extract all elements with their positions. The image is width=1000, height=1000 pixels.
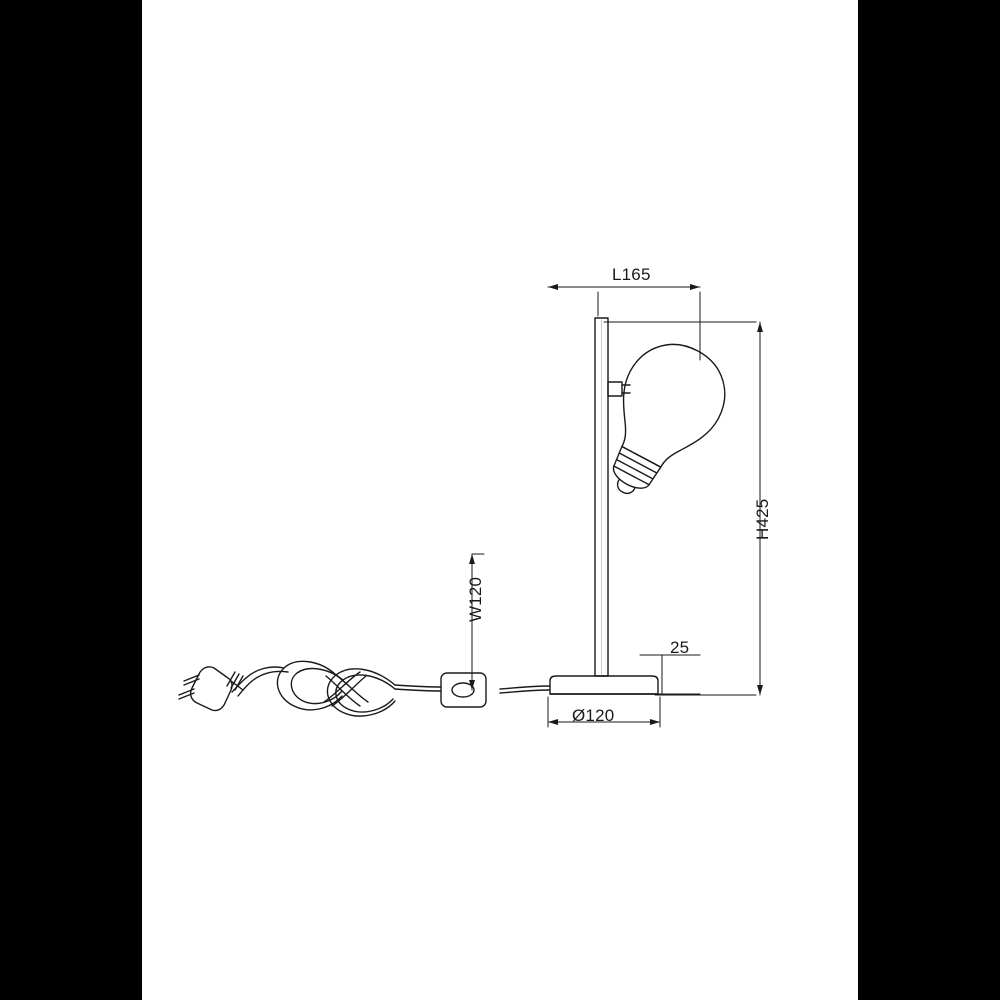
dimension-label-25: 25 <box>670 638 690 657</box>
lamp-stem <box>595 318 608 676</box>
power-cord-middle-segment <box>395 685 441 691</box>
power-cord-knot <box>277 661 395 716</box>
dimension-line-w120 <box>469 554 484 690</box>
inline-switch <box>441 673 486 707</box>
lamp-base <box>550 676 658 694</box>
bulb-socket-arm <box>608 382 630 396</box>
power-cord-right-segment <box>500 686 550 693</box>
dimension-label-diameter120: Ø120 <box>572 706 615 725</box>
dimension-line-25 <box>640 655 700 694</box>
dimension-label-w120: W120 <box>466 576 485 622</box>
power-cord-left-segment <box>246 667 288 681</box>
dimension-label-l165: L165 <box>612 265 651 284</box>
power-plug <box>179 667 252 711</box>
dimension-label-h425: H425 <box>753 498 772 540</box>
light-bulb <box>578 327 741 515</box>
